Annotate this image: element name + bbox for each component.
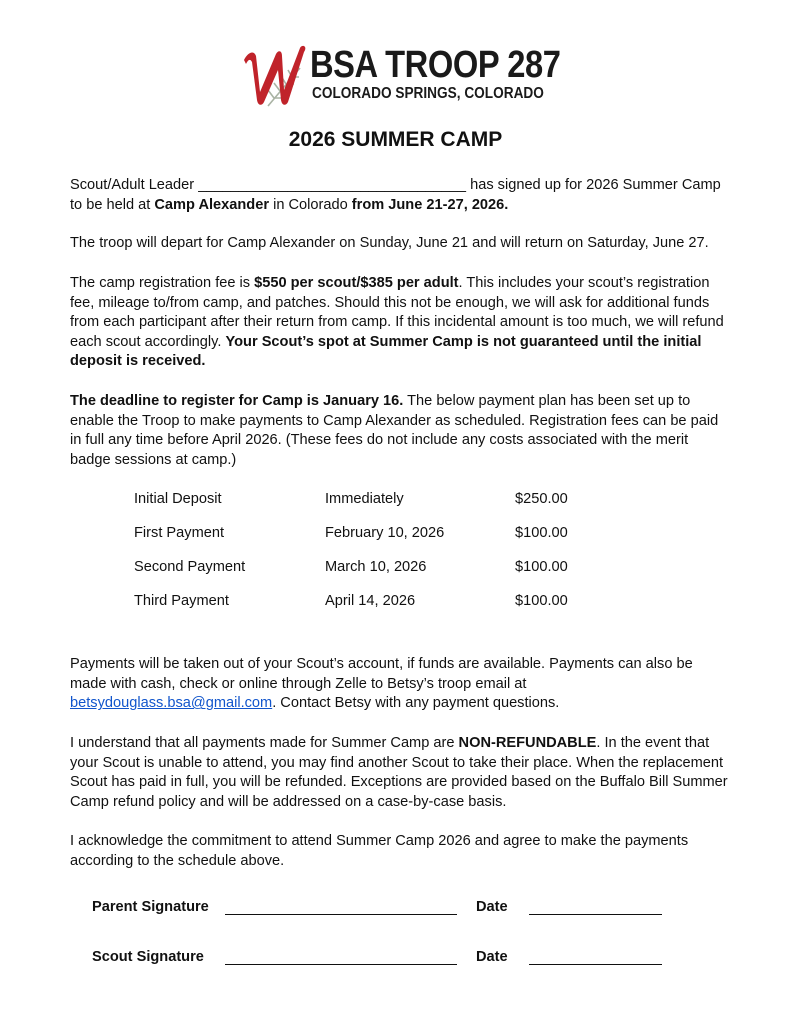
payments-text-b: . Contact Betsy with any payment questions. [272,695,560,712]
camp-name: Camp Alexander [154,196,270,213]
fee-amount: $550 per scout/$385 per adult [254,275,459,291]
schedule-payment-amount: $100.00 [515,559,568,575]
red-script-mark [244,46,305,105]
logo-title: BSA TROOP 287 [310,44,561,86]
parent-signature-row [92,899,692,921]
parent-signature-label: Parent Signature [92,899,209,915]
refund-text-b: . In the event that your Scout is unable to attend, you may find another Scout to take their place. When the replacement Scout has paid in full, you will be refunded. Exceptions are provided based on the Buffalo Bill Summer Camp refund policy and will be addressed on a case-by-case basis. [70,735,728,810]
email-link[interactable]: betsydouglass.bsa@gmail.com [70,695,273,712]
parent-signature-line[interactable] [225,914,457,915]
schedule-payment-date: April 14, 2026 [325,593,416,609]
troop-logo [238,40,561,112]
schedule-row [134,593,614,627]
deadline-bold: The deadline to register for Camp is January 16. [70,393,404,409]
scout-name-blank: _________________________________ [198,177,467,193]
payments-paragraph [70,655,730,714]
intro-text-b: has signed up for 2026 Summer Camp to be held at [70,177,721,213]
camp-dates: from June 21-27, 2026. [351,196,509,213]
scout-signature-line[interactable] [225,964,457,965]
page-title: 2026 SUMMER CAMP [288,128,503,151]
scout-signature-row [92,949,692,971]
schedule-payment-amount: $100.00 [515,593,568,609]
deadline-paragraph [70,392,730,470]
fee-guarantee-note: Your Scout’s spot at Summer Camp is not guaranteed until the initial deposit is received. [70,333,702,370]
payments-text-a: Payments will be taken out of your Scout’s account, if funds are available. Payments can also be made with cash, check or online through Zelle to Betsy’s troop email at [70,656,693,692]
scout-date-label: Date [476,949,508,965]
scout-date-line[interactable] [529,964,662,965]
schedule-payment-amount: $250.00 [515,491,568,507]
scout-signature-label: Scout Signature [92,949,204,965]
refund-paragraph [70,734,730,812]
acknowledge-paragraph: I acknowledge the commitment to attend Summer Camp 2026 and agree to make the payments according to the schedule above. [70,833,689,869]
fee-paragraph [70,274,730,372]
schedule-payment-name: First Payment [134,525,225,541]
schedule-payment-name: Third Payment [134,593,229,609]
payment-schedule [134,491,614,627]
intro-text-c: in Colorado [269,196,352,213]
schedule-payment-amount: $100.00 [515,525,568,541]
schedule-payment-date: February 10, 2026 [325,525,445,541]
parent-date-label: Date [476,899,508,915]
schedule-row [134,491,614,525]
intro-paragraph [70,176,730,215]
fee-text-b: . This includes your scout’s registration fee, mileage to/from camp, and patches. Should this not be enough, we will ask for additional funds from each participant after their return from camp. If this incidental amount is too much, we will refund each scout accordingly. [70,275,724,350]
schedule-row [134,559,614,593]
schedule-payment-name: Initial Deposit [134,491,222,507]
parent-date-line[interactable] [529,914,662,915]
fee-text-a: The camp registration fee is [70,275,255,291]
schedule-payment-date: March 10, 2026 [325,559,427,575]
refund-text-a: I understand that all payments made for Summer Camp are [70,735,459,751]
intro-text-a: Scout/Adult Leader [70,177,199,193]
logo-subtitle: COLORADO SPRINGS, COLORADO [312,85,544,102]
deadline-text: The below payment plan has been set up to enable the Troop to make payments to Camp Alexander as scheduled. Registration fees can be paid in full any time before April 2026. (These fees do not include any costs associated with the merit badge sessions at camp.) [70,393,719,468]
non-refundable-label: NON-REFUNDABLE [458,735,597,751]
schedule-payment-date: Immediately [325,491,404,507]
depart-paragraph: The troop will depart for Camp Alexander on Sunday, June 21 and will return on Saturday, June 27. [70,235,709,251]
schedule-payment-name: Second Payment [134,559,246,575]
schedule-row [134,525,614,559]
